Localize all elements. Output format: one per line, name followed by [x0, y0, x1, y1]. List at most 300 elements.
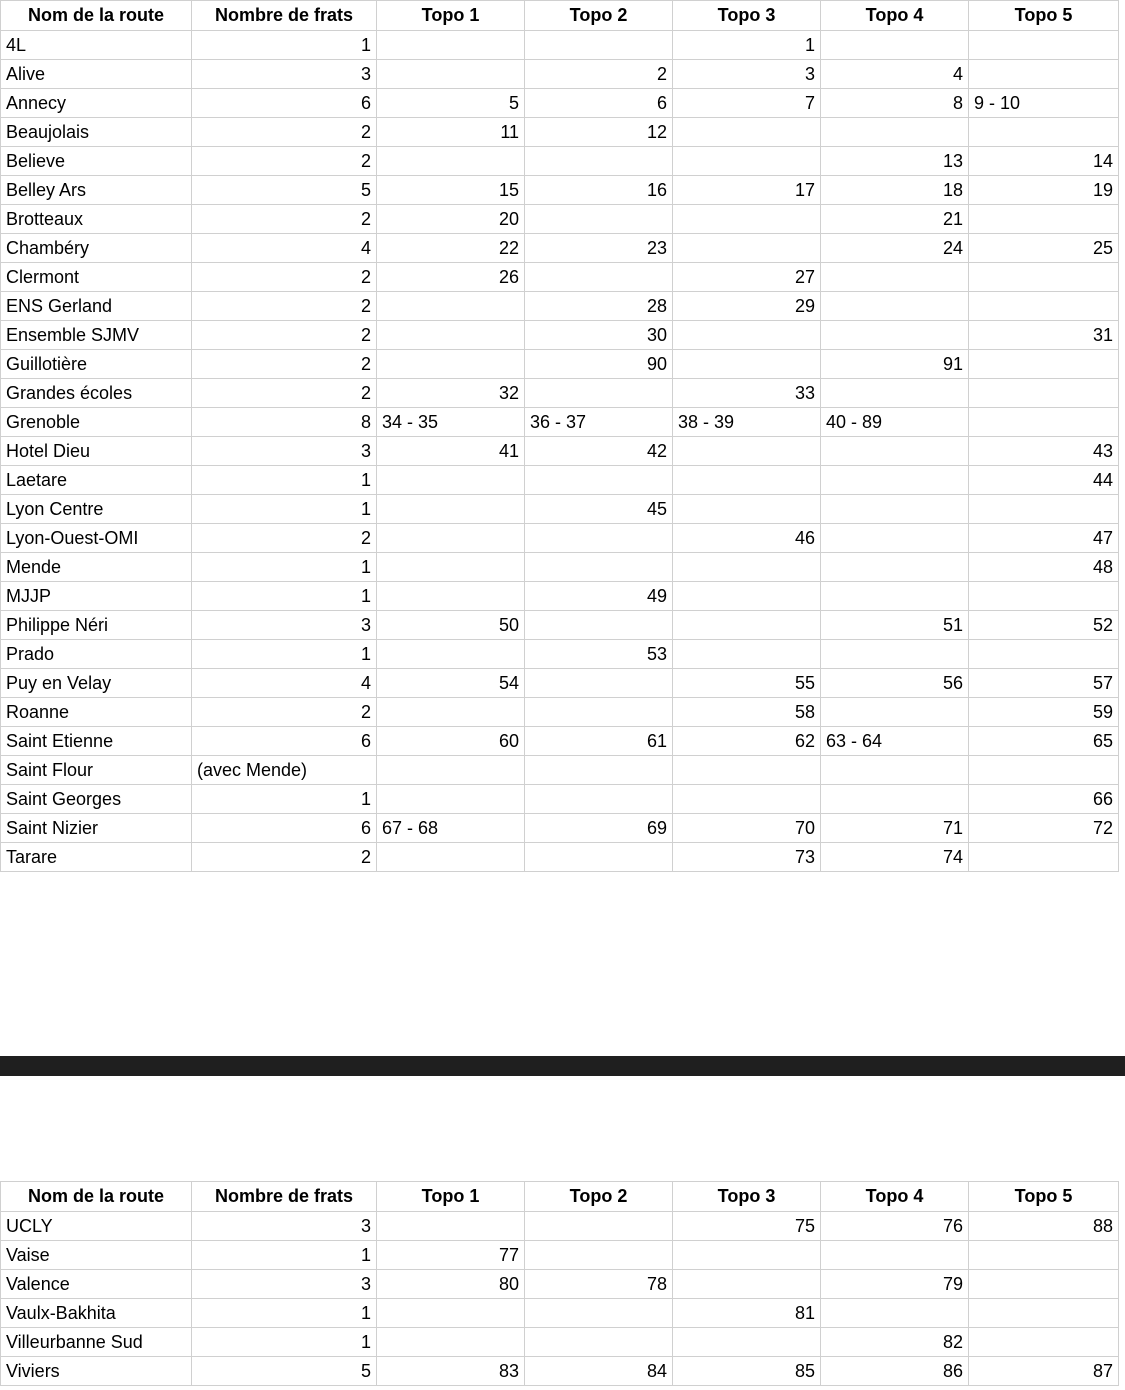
topo-3-cell[interactable]: [673, 1270, 821, 1299]
header-row: [1, 1, 1119, 31]
route-name-cell[interactable]: Brotteaux: [1, 205, 192, 234]
table-row: [1, 205, 1119, 234]
topo-4-cell[interactable]: 13: [821, 147, 969, 176]
header-frats-count[interactable]: Nombre de frats: [192, 1, 377, 31]
topo-5-cell[interactable]: 65: [969, 727, 1119, 756]
topo-2-cell[interactable]: 23: [525, 234, 673, 263]
header-row: [1, 1182, 1119, 1212]
route-name-cell[interactable]: Villeurbanne Sud: [1, 1328, 192, 1357]
topo-4-cell[interactable]: 4: [821, 60, 969, 89]
frats-count-cell[interactable]: 2: [192, 379, 377, 408]
frats-count-cell[interactable]: 6: [192, 814, 377, 843]
topo-2-cell[interactable]: 36 - 37: [525, 408, 673, 437]
topo-2-cell[interactable]: [525, 524, 673, 553]
topo-2-cell[interactable]: 6: [525, 89, 673, 118]
topo-5-cell[interactable]: [969, 118, 1119, 147]
topo-3-cell[interactable]: [673, 147, 821, 176]
frats-count-cell[interactable]: 5: [192, 1357, 377, 1386]
frats-count-cell[interactable]: 1: [192, 582, 377, 611]
topo-1-cell[interactable]: 67 - 68: [377, 814, 525, 843]
topo-5-cell[interactable]: [969, 1270, 1119, 1299]
topo-3-cell[interactable]: 73: [673, 843, 821, 872]
table-row: [1, 524, 1119, 553]
topo-1-cell[interactable]: [377, 321, 525, 350]
topo-1-cell[interactable]: [377, 640, 525, 669]
header-topo-2[interactable]: Topo 2: [525, 1, 673, 31]
header-topo-1[interactable]: Topo 1: [377, 1, 525, 31]
topo-2-cell[interactable]: [525, 553, 673, 582]
route-name-cell[interactable]: Grenoble: [1, 408, 192, 437]
topo-1-cell[interactable]: 26: [377, 263, 525, 292]
table-row: [1, 60, 1119, 89]
frats-count-cell[interactable]: 1: [192, 1328, 377, 1357]
topo-1-cell[interactable]: [377, 292, 525, 321]
table-row: [1, 698, 1119, 727]
table-row: [1, 582, 1119, 611]
topo-5-cell[interactable]: [969, 379, 1119, 408]
frats-count-cell[interactable]: 4: [192, 669, 377, 698]
topo-4-cell[interactable]: 71: [821, 814, 969, 843]
frats-count-cell[interactable]: 6: [192, 89, 377, 118]
topo-1-cell[interactable]: [377, 553, 525, 582]
topo-4-cell[interactable]: [821, 785, 969, 814]
table-row: [1, 147, 1119, 176]
topo-5-cell[interactable]: [969, 408, 1119, 437]
topo-3-cell[interactable]: [673, 756, 821, 785]
topo-2-cell[interactable]: 12: [525, 118, 673, 147]
topo-1-cell[interactable]: [377, 843, 525, 872]
table-row: [1, 466, 1119, 495]
topo-1-cell[interactable]: [377, 495, 525, 524]
frats-count-cell[interactable]: 1: [192, 1299, 377, 1328]
frats-count-cell[interactable]: 2: [192, 205, 377, 234]
table-body: [1, 31, 1119, 872]
frats-count-cell[interactable]: 1: [192, 553, 377, 582]
route-name-cell[interactable]: UCLY: [1, 1212, 192, 1241]
topo-4-cell[interactable]: 51: [821, 611, 969, 640]
route-name-cell[interactable]: Valence: [1, 1270, 192, 1299]
topo-5-cell[interactable]: 19: [969, 176, 1119, 205]
topo-3-cell[interactable]: 70: [673, 814, 821, 843]
topo-3-cell[interactable]: [673, 495, 821, 524]
route-name-cell[interactable]: Lyon-Ouest-OMI: [1, 524, 192, 553]
frats-count-cell[interactable]: 2: [192, 350, 377, 379]
frats-count-cell[interactable]: 8: [192, 408, 377, 437]
topo-1-cell[interactable]: [377, 31, 525, 60]
topo-5-cell[interactable]: 47: [969, 524, 1119, 553]
topo-5-cell[interactable]: 87: [969, 1357, 1119, 1386]
topo-3-cell[interactable]: [673, 611, 821, 640]
table-row: [1, 118, 1119, 147]
topo-5-cell[interactable]: [969, 292, 1119, 321]
frats-count-cell[interactable]: 2: [192, 321, 377, 350]
topo-5-cell[interactable]: 66: [969, 785, 1119, 814]
table-body: [1, 1212, 1119, 1386]
topo-1-cell[interactable]: 15: [377, 176, 525, 205]
topo-3-cell[interactable]: 46: [673, 524, 821, 553]
table-row: [1, 1357, 1119, 1386]
table-row: [1, 843, 1119, 872]
topo-1-cell[interactable]: 41: [377, 437, 525, 466]
topo-1-cell[interactable]: [377, 466, 525, 495]
topo-2-cell[interactable]: [525, 611, 673, 640]
topo-5-cell[interactable]: 88: [969, 1212, 1119, 1241]
topo-2-cell[interactable]: [525, 698, 673, 727]
topo-1-cell[interactable]: [377, 785, 525, 814]
topo-5-cell[interactable]: [969, 31, 1119, 60]
route-name-cell[interactable]: Saint Georges: [1, 785, 192, 814]
topo-2-cell[interactable]: 69: [525, 814, 673, 843]
topo-1-cell[interactable]: [377, 756, 525, 785]
header-topo-1[interactable]: Topo 1: [377, 1182, 525, 1212]
header-topo-5[interactable]: Topo 5: [969, 1182, 1119, 1212]
table-row: [1, 669, 1119, 698]
route-name-cell[interactable]: Laetare: [1, 466, 192, 495]
header-frats-count[interactable]: Nombre de frats: [192, 1182, 377, 1212]
topo-4-cell[interactable]: [821, 553, 969, 582]
route-name-cell[interactable]: Mende: [1, 553, 192, 582]
section-divider: [0, 1056, 1125, 1076]
topo-3-cell[interactable]: [673, 234, 821, 263]
frats-count-cell[interactable]: 1: [192, 466, 377, 495]
topo-3-cell[interactable]: [673, 205, 821, 234]
topo-1-cell[interactable]: 83: [377, 1357, 525, 1386]
topo-1-cell[interactable]: 60: [377, 727, 525, 756]
topo-3-cell[interactable]: [673, 350, 821, 379]
topo-2-cell[interactable]: 2: [525, 60, 673, 89]
topo-1-cell[interactable]: [377, 1328, 525, 1357]
topo-5-cell[interactable]: [969, 1241, 1119, 1270]
header-topo-4[interactable]: Topo 4: [821, 1182, 969, 1212]
topo-5-cell[interactable]: [969, 640, 1119, 669]
topo-4-cell[interactable]: [821, 756, 969, 785]
topo-1-cell[interactable]: [377, 1299, 525, 1328]
frats-count-cell[interactable]: 1: [192, 1241, 377, 1270]
topo-4-cell[interactable]: [821, 1241, 969, 1270]
topo-4-cell[interactable]: [821, 640, 969, 669]
table-row: [1, 234, 1119, 263]
frats-count-cell[interactable]: 3: [192, 60, 377, 89]
topo-5-cell[interactable]: [969, 1328, 1119, 1357]
topo-5-cell[interactable]: 72: [969, 814, 1119, 843]
topo-3-cell[interactable]: [673, 1328, 821, 1357]
topo-3-cell[interactable]: 33: [673, 379, 821, 408]
topo-4-cell[interactable]: 21: [821, 205, 969, 234]
table-row: [1, 756, 1119, 785]
topo-4-cell[interactable]: [821, 379, 969, 408]
topo-4-cell[interactable]: [821, 495, 969, 524]
frats-count-cell[interactable]: 5: [192, 176, 377, 205]
topo-1-cell[interactable]: [377, 350, 525, 379]
topo-1-cell[interactable]: 5: [377, 89, 525, 118]
topo-3-cell[interactable]: [673, 321, 821, 350]
table-row: [1, 1270, 1119, 1299]
topo-1-cell[interactable]: 20: [377, 205, 525, 234]
topo-4-cell[interactable]: [821, 31, 969, 60]
topo-3-cell[interactable]: 17: [673, 176, 821, 205]
topo-1-cell[interactable]: [377, 524, 525, 553]
table-row: [1, 611, 1119, 640]
table-row: [1, 89, 1119, 118]
topo-1-cell[interactable]: 54: [377, 669, 525, 698]
topo-4-cell[interactable]: 86: [821, 1357, 969, 1386]
topo-2-cell[interactable]: 28: [525, 292, 673, 321]
route-name-cell[interactable]: Belley Ars: [1, 176, 192, 205]
topo-2-cell[interactable]: [525, 31, 673, 60]
topo-1-cell[interactable]: 80: [377, 1270, 525, 1299]
topo-5-cell[interactable]: 43: [969, 437, 1119, 466]
table-row: [1, 350, 1119, 379]
topo-2-cell[interactable]: 90: [525, 350, 673, 379]
route-name-cell[interactable]: Tarare: [1, 843, 192, 872]
topo-4-cell[interactable]: 56: [821, 669, 969, 698]
topo-4-cell[interactable]: [821, 1299, 969, 1328]
frats-count-cell[interactable]: 2: [192, 698, 377, 727]
topo-4-cell[interactable]: [821, 466, 969, 495]
topo-4-cell[interactable]: [821, 118, 969, 147]
table-row: [1, 640, 1119, 669]
topo-5-cell[interactable]: [969, 263, 1119, 292]
route-name-cell[interactable]: Alive: [1, 60, 192, 89]
topo-2-cell[interactable]: [525, 1328, 673, 1357]
topo-4-cell[interactable]: [821, 263, 969, 292]
topo-1-cell[interactable]: 77: [377, 1241, 525, 1270]
topo-5-cell[interactable]: [969, 495, 1119, 524]
topo-1-cell[interactable]: 11: [377, 118, 525, 147]
route-name-cell[interactable]: Philippe Néri: [1, 611, 192, 640]
topo-4-cell[interactable]: [821, 292, 969, 321]
topo-2-cell[interactable]: [525, 756, 673, 785]
topo-5-cell[interactable]: [969, 582, 1119, 611]
route-name-cell[interactable]: Saint Flour: [1, 756, 192, 785]
header-route-name[interactable]: Nom de la route: [1, 1, 192, 31]
table-row: [1, 495, 1119, 524]
header-route-name[interactable]: Nom de la route: [1, 1182, 192, 1212]
header-topo-5[interactable]: Topo 5: [969, 1, 1119, 31]
topo-2-cell[interactable]: [525, 843, 673, 872]
topo-2-cell[interactable]: [525, 669, 673, 698]
table-row: [1, 408, 1119, 437]
topo-1-cell[interactable]: [377, 1212, 525, 1241]
topo-3-cell[interactable]: 1: [673, 31, 821, 60]
route-name-cell[interactable]: Clermont: [1, 263, 192, 292]
topo-2-cell[interactable]: 16: [525, 176, 673, 205]
frats-count-cell[interactable]: 2: [192, 118, 377, 147]
topo-5-cell[interactable]: 31: [969, 321, 1119, 350]
header-topo-3[interactable]: Topo 3: [673, 1, 821, 31]
frats-count-cell[interactable]: 2: [192, 263, 377, 292]
route-name-cell[interactable]: Roanne: [1, 698, 192, 727]
frats-count-cell[interactable]: 3: [192, 611, 377, 640]
topo-3-cell[interactable]: 38 - 39: [673, 408, 821, 437]
route-name-cell[interactable]: Puy en Velay: [1, 669, 192, 698]
route-name-cell[interactable]: Saint Etienne: [1, 727, 192, 756]
topo-5-cell[interactable]: 52: [969, 611, 1119, 640]
topo-5-cell[interactable]: [969, 843, 1119, 872]
route-name-cell[interactable]: 4L: [1, 31, 192, 60]
topo-1-cell[interactable]: 34 - 35: [377, 408, 525, 437]
route-name-cell[interactable]: Beaujolais: [1, 118, 192, 147]
table-row: [1, 1241, 1119, 1270]
topo-3-cell[interactable]: 85: [673, 1357, 821, 1386]
topo-4-cell[interactable]: 82: [821, 1328, 969, 1357]
route-name-cell[interactable]: Chambéry: [1, 234, 192, 263]
route-name-cell[interactable]: Saint Nizier: [1, 814, 192, 843]
topo-3-cell[interactable]: 75: [673, 1212, 821, 1241]
topo-2-cell[interactable]: 45: [525, 495, 673, 524]
route-name-cell[interactable]: Annecy: [1, 89, 192, 118]
topo-3-cell[interactable]: 3: [673, 60, 821, 89]
topo-3-cell[interactable]: 7: [673, 89, 821, 118]
header-topo-4[interactable]: Topo 4: [821, 1, 969, 31]
topo-4-cell[interactable]: 24: [821, 234, 969, 263]
table-row: [1, 31, 1119, 60]
topo-3-cell[interactable]: 29: [673, 292, 821, 321]
frats-count-cell[interactable]: 3: [192, 437, 377, 466]
frats-count-cell[interactable]: 2: [192, 292, 377, 321]
table-row: [1, 379, 1119, 408]
topo-4-cell[interactable]: 18: [821, 176, 969, 205]
table-row: [1, 292, 1119, 321]
topo-3-cell[interactable]: [673, 582, 821, 611]
topo-4-cell[interactable]: 8: [821, 89, 969, 118]
topo-2-cell[interactable]: 61: [525, 727, 673, 756]
header-topo-2[interactable]: Topo 2: [525, 1182, 673, 1212]
route-name-cell[interactable]: Hotel Dieu: [1, 437, 192, 466]
frats-count-cell[interactable]: 1: [192, 31, 377, 60]
topo-1-cell[interactable]: 22: [377, 234, 525, 263]
frats-count-cell[interactable]: 2: [192, 843, 377, 872]
topo-2-cell[interactable]: [525, 1241, 673, 1270]
header-topo-3[interactable]: Topo 3: [673, 1182, 821, 1212]
topo-4-cell[interactable]: [821, 321, 969, 350]
table-row: [1, 785, 1119, 814]
topo-3-cell[interactable]: 55: [673, 669, 821, 698]
topo-5-cell[interactable]: [969, 205, 1119, 234]
topo-4-cell[interactable]: 79: [821, 1270, 969, 1299]
route-name-cell[interactable]: Vaise: [1, 1241, 192, 1270]
route-name-cell[interactable]: Viviers: [1, 1357, 192, 1386]
topo-3-cell[interactable]: [673, 785, 821, 814]
table-row: [1, 1212, 1119, 1241]
route-name-cell[interactable]: Believe: [1, 147, 192, 176]
table-row: [1, 1328, 1119, 1357]
topo-2-cell[interactable]: [525, 785, 673, 814]
route-name-cell[interactable]: Vaulx-Bakhita: [1, 1299, 192, 1328]
topo-4-cell[interactable]: 76: [821, 1212, 969, 1241]
topo-5-cell[interactable]: [969, 350, 1119, 379]
frats-count-cell[interactable]: 2: [192, 524, 377, 553]
topo-5-cell[interactable]: 57: [969, 669, 1119, 698]
topo-1-cell[interactable]: [377, 582, 525, 611]
route-name-cell[interactable]: Prado: [1, 640, 192, 669]
route-name-cell[interactable]: Grandes écoles: [1, 379, 192, 408]
topo-2-cell[interactable]: 53: [525, 640, 673, 669]
frats-count-cell[interactable]: 4: [192, 234, 377, 263]
table-row: [1, 727, 1119, 756]
frats-count-cell[interactable]: 1: [192, 495, 377, 524]
table-row: [1, 263, 1119, 292]
topo-2-cell[interactable]: 49: [525, 582, 673, 611]
frats-count-cell[interactable]: 1: [192, 785, 377, 814]
frats-count-cell[interactable]: 2: [192, 147, 377, 176]
route-name-cell[interactable]: ENS Gerland: [1, 292, 192, 321]
table-row: [1, 176, 1119, 205]
topo-2-cell[interactable]: 84: [525, 1357, 673, 1386]
route-name-cell[interactable]: Lyon Centre: [1, 495, 192, 524]
topo-5-cell[interactable]: [969, 756, 1119, 785]
topo-2-cell[interactable]: 42: [525, 437, 673, 466]
table-row: [1, 321, 1119, 350]
frats-count-cell[interactable]: 1: [192, 640, 377, 669]
topo-4-cell[interactable]: [821, 524, 969, 553]
topo-2-cell[interactable]: [525, 1299, 673, 1328]
route-name-cell[interactable]: MJJP: [1, 582, 192, 611]
topo-3-cell[interactable]: [673, 553, 821, 582]
route-name-cell[interactable]: Ensemble SJMV: [1, 321, 192, 350]
topo-3-cell[interactable]: [673, 118, 821, 147]
topo-2-cell[interactable]: [525, 466, 673, 495]
route-name-cell[interactable]: Guillotière: [1, 350, 192, 379]
topo-2-cell[interactable]: [525, 147, 673, 176]
frats-count-cell[interactable]: 3: [192, 1212, 377, 1241]
topo-1-cell[interactable]: [377, 147, 525, 176]
topo-2-cell[interactable]: [525, 205, 673, 234]
frats-count-cell[interactable]: 6: [192, 727, 377, 756]
topo-5-cell[interactable]: [969, 1299, 1119, 1328]
topo-5-cell[interactable]: [969, 60, 1119, 89]
topo-2-cell[interactable]: 30: [525, 321, 673, 350]
topo-3-cell[interactable]: 62: [673, 727, 821, 756]
topo-1-cell[interactable]: 32: [377, 379, 525, 408]
topo-5-cell[interactable]: 44: [969, 466, 1119, 495]
topo-5-cell[interactable]: 25: [969, 234, 1119, 263]
topo-4-cell[interactable]: 63 - 64: [821, 727, 969, 756]
topo-3-cell[interactable]: [673, 466, 821, 495]
topo-4-cell[interactable]: 74: [821, 843, 969, 872]
topo-2-cell[interactable]: [525, 263, 673, 292]
frats-count-cell[interactable]: 3: [192, 1270, 377, 1299]
topo-4-cell[interactable]: [821, 698, 969, 727]
topo-3-cell[interactable]: 27: [673, 263, 821, 292]
routes-table-bottom: [0, 1181, 1119, 1386]
table-row: [1, 814, 1119, 843]
topo-4-cell[interactable]: [821, 437, 969, 466]
topo-4-cell[interactable]: 40 - 89: [821, 408, 969, 437]
table-row: [1, 553, 1119, 582]
table-row: [1, 1299, 1119, 1328]
topo-1-cell[interactable]: 50: [377, 611, 525, 640]
topo-2-cell[interactable]: 78: [525, 1270, 673, 1299]
topo-3-cell[interactable]: 58: [673, 698, 821, 727]
topo-4-cell[interactable]: 91: [821, 350, 969, 379]
topo-5-cell[interactable]: 9 - 10: [969, 89, 1119, 118]
topo-3-cell[interactable]: 81: [673, 1299, 821, 1328]
topo-3-cell[interactable]: [673, 640, 821, 669]
topo-3-cell[interactable]: [673, 1241, 821, 1270]
topo-5-cell[interactable]: 14: [969, 147, 1119, 176]
topo-1-cell[interactable]: [377, 698, 525, 727]
topo-4-cell[interactable]: [821, 582, 969, 611]
topo-2-cell[interactable]: [525, 1212, 673, 1241]
topo-3-cell[interactable]: [673, 437, 821, 466]
topo-5-cell[interactable]: 59: [969, 698, 1119, 727]
frats-count-cell[interactable]: (avec Mende): [192, 756, 377, 785]
topo-1-cell[interactable]: [377, 60, 525, 89]
topo-2-cell[interactable]: [525, 379, 673, 408]
topo-5-cell[interactable]: 48: [969, 553, 1119, 582]
table-row: [1, 437, 1119, 466]
